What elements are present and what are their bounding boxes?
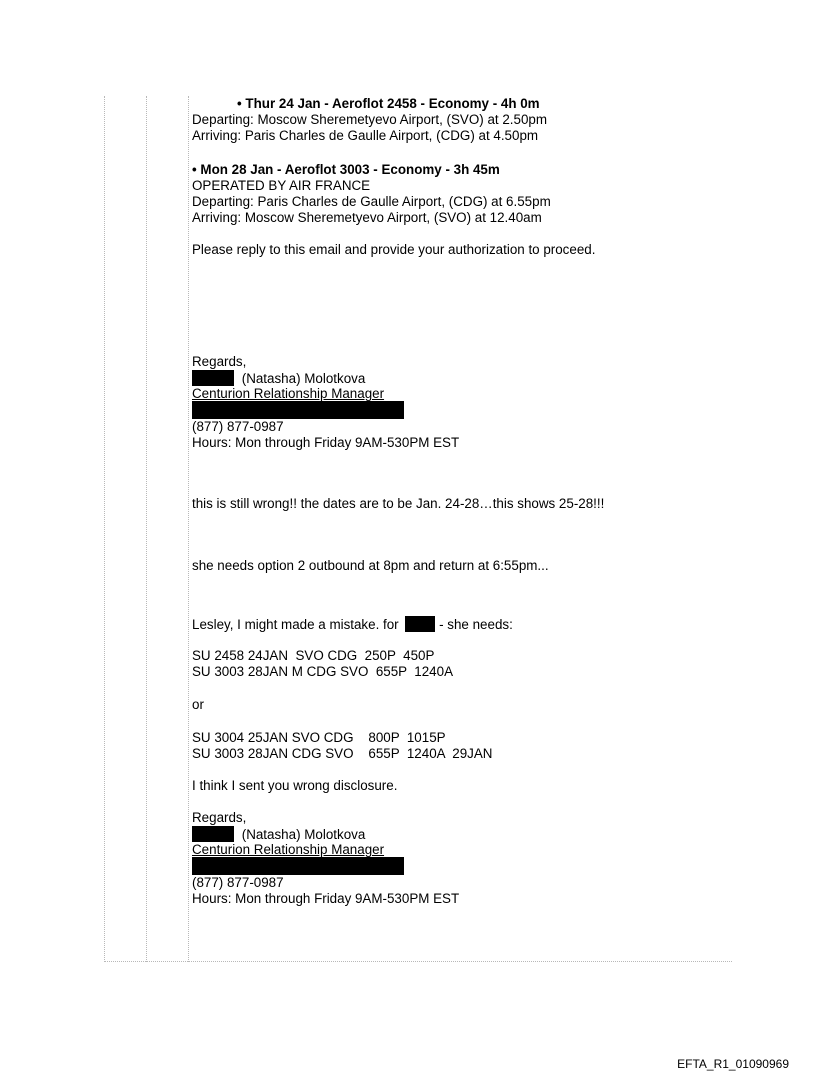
signature-1-regards: Regards, [192, 354, 247, 369]
signature-2-redaction-line [192, 857, 404, 876]
signature-2-regards: Regards, [192, 810, 247, 825]
signature-1-redaction-line [192, 401, 404, 420]
flight-segment-2-arriving: Arriving: Moscow Sheremetyevo Airport, (SVO) at 12.40am [192, 210, 542, 225]
flight-segment-2-title: • Mon 28 Jan - Aeroflot 3003 - Economy - 3h 45m [192, 162, 500, 177]
flight-segment-1-departing: Departing: Moscow Sheremetyevo Airport, (SVO) at 2.50pm [192, 112, 548, 127]
flight-segment-1-title: • Thur 24 Jan - Aeroflot 2458 - Economy - 4h 0m [237, 96, 540, 111]
mistake-intro-line [192, 616, 513, 633]
signature-1-title: Centurion Relationship Manager [192, 386, 385, 401]
wrong-disclosure-note: I think I sent you wrong disclosure. [192, 778, 398, 793]
flight-segment-2-operated: OPERATED BY AIR FRANCE [192, 178, 371, 193]
table-border-col3 [188, 96, 189, 962]
option-1-line-1: SU 2458 24JAN SVO CDG 250P 450P [192, 648, 435, 663]
redaction-box [192, 826, 234, 842]
signature-2-name-line [192, 826, 365, 843]
signature-1-name: (Natasha) Molotkova [241, 371, 366, 386]
flight-segment-2-departing: Departing: Paris Charles de Gaulle Airport, (CDG) at 6.55pm [192, 194, 551, 209]
signature-2-name: (Natasha) Molotkova [241, 827, 366, 842]
signature-1-hours: Hours: Mon through Friday 9AM-530PM EST [192, 435, 460, 450]
signature-1-phone: (877) 877-0987 [192, 419, 284, 434]
table-border-bottom [104, 961, 732, 962]
signature-2-title: Centurion Relationship Manager [192, 842, 385, 857]
or-separator: or [192, 697, 204, 712]
document-id: EFTA_R1_01090969 [677, 1057, 789, 1071]
mistake-intro-tail: - she needs: [435, 617, 513, 632]
option-2-line-2: SU 3003 28JAN CDG SVO 655P 1240A 29JAN [192, 746, 493, 761]
signature-2-hours: Hours: Mon through Friday 9AM-530PM EST [192, 891, 460, 906]
redaction-box [192, 370, 234, 386]
table-border-col2 [146, 96, 147, 962]
authorization-request: Please reply to this email and provide your authorization to proceed. [192, 242, 596, 257]
reply-option-2: she needs option 2 outbound at 8pm and return at 6:55pm... [192, 558, 549, 573]
redaction-box [405, 616, 435, 632]
flight-segment-1-arriving: Arriving: Paris Charles de Gaulle Airport, (CDG) at 4.50pm [192, 128, 539, 143]
signature-1-name-line [192, 370, 365, 387]
mistake-intro-text: Lesley, I might made a mistake. for [192, 617, 399, 632]
table-border-left [104, 96, 105, 962]
option-1-line-2: SU 3003 28JAN M CDG SVO 655P 1240A [192, 664, 454, 679]
reply-dates-wrong: this is still wrong!! the dates are to be Jan. 24-28…this shows 25-28!!! [192, 496, 605, 511]
option-2-line-1: SU 3004 25JAN SVO CDG 800P 1015P [192, 730, 446, 745]
signature-2-phone: (877) 877-0987 [192, 875, 284, 890]
redaction-box [192, 401, 404, 419]
redaction-box [192, 857, 404, 875]
